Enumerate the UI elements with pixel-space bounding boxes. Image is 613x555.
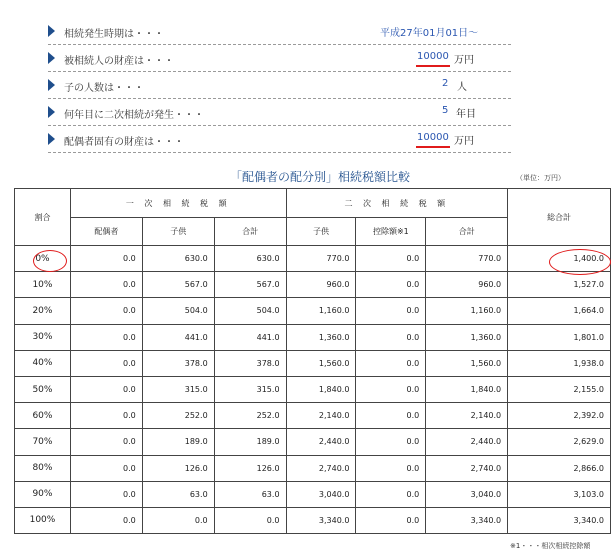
cell-second-total: 3,340.0 xyxy=(426,507,508,533)
cell-first-spouse: 0.0 xyxy=(70,246,142,272)
table-row xyxy=(15,350,611,376)
info-row-inheritance-date xyxy=(48,18,511,45)
cell-grand-total: 1,938.0 xyxy=(508,350,611,376)
cell-first-children: 63.0 xyxy=(142,481,214,507)
table-body xyxy=(15,246,611,534)
header-first-children: 子供 xyxy=(142,218,214,246)
cell-first-total: 504.0 xyxy=(214,298,286,324)
table-row xyxy=(15,246,611,272)
cell-first-total: 441.0 xyxy=(214,324,286,350)
info-row-spouse-estate xyxy=(48,126,511,153)
cell-rate: 70% xyxy=(15,429,71,455)
table-row xyxy=(15,376,611,402)
triangle-bullet-icon xyxy=(48,25,55,37)
cell-first-spouse: 0.0 xyxy=(70,429,142,455)
info-label: 配偶者固有の財産は・・・ xyxy=(64,137,184,148)
info-label: 何年目に二次相続が発生・・・ xyxy=(64,110,204,121)
info-row-estate xyxy=(48,45,511,72)
header-first-inheritance: 一 次 相 続 税 額 xyxy=(70,189,286,218)
cell-second-deduction: 0.0 xyxy=(356,376,426,402)
cell-second-deduction: 0.0 xyxy=(356,324,426,350)
cell-second-children: 2,740.0 xyxy=(286,455,356,481)
info-label: 子の人数は・・・ xyxy=(64,83,144,94)
cell-first-children: 378.0 xyxy=(142,350,214,376)
cell-grand-total: 3,340.0 xyxy=(508,507,611,533)
cell-second-children: 1,840.0 xyxy=(286,376,356,402)
cell-first-total: 126.0 xyxy=(214,455,286,481)
cell-second-deduction: 0.0 xyxy=(356,403,426,429)
inheritance-tax-table xyxy=(14,188,611,534)
cell-second-deduction: 0.0 xyxy=(356,455,426,481)
cell-first-spouse: 0.0 xyxy=(70,298,142,324)
cell-grand-total: 2,155.0 xyxy=(508,376,611,402)
cell-first-spouse: 0.0 xyxy=(70,481,142,507)
cell-rate: 40% xyxy=(15,350,71,376)
cell-first-total: 0.0 xyxy=(214,507,286,533)
input-summary xyxy=(48,18,511,153)
cell-second-children: 2,140.0 xyxy=(286,403,356,429)
cell-first-total: 378.0 xyxy=(214,350,286,376)
cell-first-total: 252.0 xyxy=(214,403,286,429)
cell-second-total: 1,360.0 xyxy=(426,324,508,350)
cell-second-deduction: 0.0 xyxy=(356,246,426,272)
cell-second-deduction: 0.0 xyxy=(356,481,426,507)
header-second-children: 子供 xyxy=(286,218,356,246)
cell-grand-total: 2,866.0 xyxy=(508,455,611,481)
cell-first-total: 567.0 xyxy=(214,272,286,298)
unit-note: （単位：万円） xyxy=(516,174,565,182)
cell-rate: 20% xyxy=(15,298,71,324)
info-unit: 万円 xyxy=(454,136,474,147)
cell-second-total: 1,160.0 xyxy=(426,298,508,324)
cell-rate: 90% xyxy=(15,481,71,507)
table-row xyxy=(15,272,611,298)
cell-second-deduction: 0.0 xyxy=(356,298,426,324)
header-first-total: 合計 xyxy=(214,218,286,246)
cell-first-children: 189.0 xyxy=(142,429,214,455)
cell-second-children: 2,440.0 xyxy=(286,429,356,455)
cell-second-total: 3,040.0 xyxy=(426,481,508,507)
cell-second-children: 1,360.0 xyxy=(286,324,356,350)
table-row xyxy=(15,429,611,455)
cell-rate: 100% xyxy=(15,507,71,533)
header-second-inheritance: 二 次 相 続 税 額 xyxy=(286,189,508,218)
cell-first-spouse: 0.0 xyxy=(70,507,142,533)
table-row xyxy=(15,507,611,533)
red-underline xyxy=(416,146,450,148)
cell-second-children: 770.0 xyxy=(286,246,356,272)
cell-rate: 80% xyxy=(15,455,71,481)
table-row xyxy=(15,455,611,481)
cell-second-total: 1,560.0 xyxy=(426,350,508,376)
info-row-children xyxy=(48,72,511,99)
cell-second-deduction: 0.0 xyxy=(356,272,426,298)
cell-first-total: 315.0 xyxy=(214,376,286,402)
cell-rate: 50% xyxy=(15,376,71,402)
cell-grand-total: 3,103.0 xyxy=(508,481,611,507)
cell-first-spouse: 0.0 xyxy=(70,272,142,298)
info-value: 平成27年01月01日～ xyxy=(380,28,479,39)
cell-rate: 0% xyxy=(15,246,71,272)
footnote: ※1・・・相次相続控除額 xyxy=(510,542,591,550)
cell-second-children: 1,160.0 xyxy=(286,298,356,324)
header-second-deduction: 控除額※1 xyxy=(356,218,426,246)
cell-second-total: 2,140.0 xyxy=(426,403,508,429)
cell-first-total: 63.0 xyxy=(214,481,286,507)
triangle-bullet-icon xyxy=(48,52,55,64)
cell-rate: 30% xyxy=(15,324,71,350)
cell-second-total: 960.0 xyxy=(426,272,508,298)
cell-second-children: 3,040.0 xyxy=(286,481,356,507)
cell-rate: 60% xyxy=(15,403,71,429)
cell-grand-total: 1,400.0 xyxy=(508,246,611,272)
info-value: 10000 xyxy=(417,132,449,143)
info-value: 2 xyxy=(442,78,449,89)
cell-first-spouse: 0.0 xyxy=(70,376,142,402)
info-unit: 人 xyxy=(457,82,467,93)
cell-first-children: 315.0 xyxy=(142,376,214,402)
cell-second-total: 1,840.0 xyxy=(426,376,508,402)
cell-grand-total: 1,527.0 xyxy=(508,272,611,298)
header-second-total: 合計 xyxy=(426,218,508,246)
table-row xyxy=(15,403,611,429)
cell-second-deduction: 0.0 xyxy=(356,507,426,533)
info-value: 5 xyxy=(442,105,449,116)
cell-grand-total: 2,629.0 xyxy=(508,429,611,455)
cell-second-total: 2,440.0 xyxy=(426,429,508,455)
triangle-bullet-icon xyxy=(48,133,55,145)
header-grand-total: 総合計 xyxy=(508,189,611,246)
info-label: 被相続人の財産は・・・ xyxy=(64,56,174,67)
triangle-bullet-icon xyxy=(48,79,55,91)
cell-first-children: 252.0 xyxy=(142,403,214,429)
info-unit: 万円 xyxy=(454,55,474,66)
cell-grand-total: 1,801.0 xyxy=(508,324,611,350)
red-underline xyxy=(416,65,450,67)
table-title: 「配偶者の配分別」相続税額比較 xyxy=(230,170,411,184)
header-first-spouse: 配偶者 xyxy=(70,218,142,246)
table-row xyxy=(15,298,611,324)
cell-second-children: 1,560.0 xyxy=(286,350,356,376)
cell-second-deduction: 0.0 xyxy=(356,350,426,376)
cell-first-total: 189.0 xyxy=(214,429,286,455)
cell-first-children: 0.0 xyxy=(142,507,214,533)
cell-first-children: 630.0 xyxy=(142,246,214,272)
header-rate: 割合 xyxy=(15,189,71,246)
cell-first-children: 441.0 xyxy=(142,324,214,350)
table-row xyxy=(15,481,611,507)
cell-second-total: 2,740.0 xyxy=(426,455,508,481)
cell-first-total: 630.0 xyxy=(214,246,286,272)
info-value: 10000 xyxy=(417,51,449,62)
cell-first-spouse: 0.0 xyxy=(70,403,142,429)
cell-second-children: 3,340.0 xyxy=(286,507,356,533)
cell-grand-total: 1,664.0 xyxy=(508,298,611,324)
cell-second-total: 770.0 xyxy=(426,246,508,272)
cell-second-children: 960.0 xyxy=(286,272,356,298)
cell-first-children: 126.0 xyxy=(142,455,214,481)
cell-second-deduction: 0.0 xyxy=(356,429,426,455)
info-row-second-inheritance-year xyxy=(48,99,511,126)
table-row xyxy=(15,324,611,350)
cell-first-children: 567.0 xyxy=(142,272,214,298)
cell-grand-total: 2,392.0 xyxy=(508,403,611,429)
info-label: 相続発生時期は・・・ xyxy=(64,29,164,40)
info-unit: 年目 xyxy=(456,109,476,120)
cell-rate: 10% xyxy=(15,272,71,298)
cell-first-spouse: 0.0 xyxy=(70,455,142,481)
cell-first-spouse: 0.0 xyxy=(70,350,142,376)
cell-first-children: 504.0 xyxy=(142,298,214,324)
triangle-bullet-icon xyxy=(48,106,55,118)
cell-first-spouse: 0.0 xyxy=(70,324,142,350)
